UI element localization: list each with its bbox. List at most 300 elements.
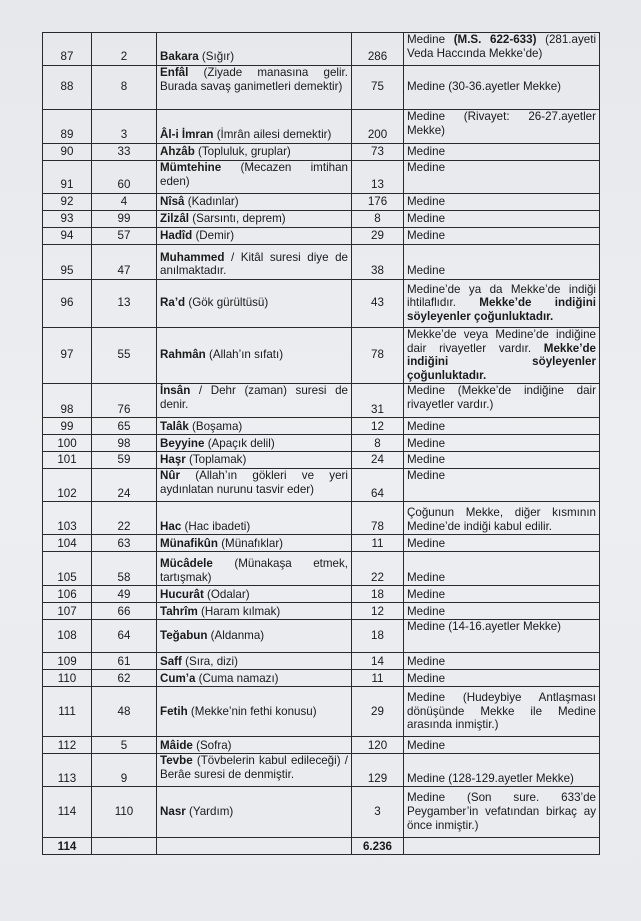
surah-table-body — [43, 33, 600, 855]
surah-name: Rahmân — [160, 348, 206, 362]
verse-count: 200 — [367, 128, 388, 142]
cell-no — [43, 687, 92, 737]
cell-no — [43, 66, 92, 110]
revelation-place: Medine — [407, 536, 446, 550]
cell-place — [404, 653, 600, 670]
total-row — [43, 838, 600, 855]
verse-count: 22 — [371, 570, 384, 584]
row-number: 88 — [60, 80, 74, 94]
revelation-order: 57 — [117, 229, 131, 243]
cell-place — [404, 670, 600, 687]
table-row — [43, 787, 600, 838]
revelation-order: 99 — [117, 212, 131, 226]
surah-name: Cum’a — [160, 671, 196, 685]
table-row — [43, 211, 600, 228]
revelation-order: 8 — [120, 80, 128, 94]
table-row — [43, 384, 600, 418]
surah-name: Muhammed — [160, 250, 225, 264]
cell-order — [92, 754, 157, 787]
row-number: 99 — [60, 419, 74, 433]
surah-description: (Topluluk, gruplar) — [194, 145, 291, 159]
cell-order — [92, 280, 157, 328]
table-row — [43, 452, 600, 469]
cell-place — [404, 66, 600, 110]
cell-no — [43, 469, 92, 502]
revelation-place: Medine — [407, 587, 446, 601]
surah-description: (Allah’ın sıfatı) — [205, 348, 284, 362]
cell-count — [352, 66, 404, 110]
cell-name — [157, 603, 352, 620]
revelation-place: Medine — [407, 453, 446, 467]
surah-name: Fetih — [160, 704, 188, 718]
revelation-order: 5 — [120, 738, 128, 752]
cell-order — [92, 228, 157, 245]
table-row — [43, 754, 600, 787]
table-row — [43, 687, 600, 737]
row-number: 102 — [57, 486, 77, 500]
row-number: 87 — [60, 50, 74, 64]
cell-order — [92, 110, 157, 144]
verse-count: 8 — [374, 212, 381, 226]
verse-count: 12 — [371, 419, 384, 433]
cell-order — [92, 603, 157, 620]
table-row — [43, 535, 600, 552]
verse-count: 18 — [371, 629, 384, 643]
cell-name — [157, 670, 352, 687]
revelation-place: Medine — [407, 145, 446, 159]
verse-count: 18 — [371, 587, 384, 601]
surah-description: (Mekke’nin fethi konusu) — [187, 704, 317, 718]
cell-count — [352, 469, 404, 502]
cell-count — [352, 384, 404, 418]
cell-no — [43, 280, 92, 328]
surah-name: Bakara — [160, 50, 199, 64]
revelation-order: 59 — [117, 453, 131, 467]
table-row — [43, 245, 600, 280]
revelation-place: Çoğunun Mekke, diğer kısmının Medine’de indiği kabul edilir. — [407, 506, 596, 533]
cell-order — [92, 33, 157, 66]
cell-order — [92, 435, 157, 452]
surah-name: Beyyine — [160, 436, 205, 450]
verse-count: 64 — [371, 486, 384, 500]
surah-description: (Ziyade manasına gelir. Burada savaş ganimetleri demektir) — [160, 66, 348, 93]
surah-name: Teğabun — [160, 629, 208, 643]
revelation-place: Medine — [407, 436, 446, 450]
verse-count: 43 — [371, 296, 384, 310]
cell-name — [157, 161, 352, 194]
surah-description: (Toplamak) — [185, 453, 247, 467]
row-number: 90 — [60, 145, 74, 159]
table-row — [43, 552, 600, 586]
revelation-place: Medine (Mekke’de indiğine dair rivayetler vardır.) — [407, 384, 596, 411]
table-row — [43, 469, 600, 502]
revelation-order: 55 — [117, 348, 131, 362]
surah-description: (Kadınlar) — [184, 195, 239, 209]
surah-name: Hac — [160, 519, 182, 533]
cell-place — [404, 384, 600, 418]
table-row — [43, 653, 600, 670]
cell-name — [157, 280, 352, 328]
surah-description: (Sıra, dizi) — [181, 654, 238, 668]
cell-name — [157, 211, 352, 228]
cell-count — [352, 228, 404, 245]
table-row — [43, 161, 600, 194]
surah-description: (Demir) — [192, 229, 235, 243]
table-row — [43, 620, 600, 653]
surah-description: (Allah’ın gökleri ve yeri aydınlatan nurunu tasvir eder) — [160, 469, 348, 496]
cell-name — [157, 535, 352, 552]
cell-no — [43, 384, 92, 418]
revelation-place-emphasis: Mekke’de indiğini söyleyenler çoğunluktadır. — [407, 296, 596, 323]
surah-name: Hadîd — [160, 229, 193, 243]
cell-place — [404, 586, 600, 603]
cell-no — [43, 245, 92, 280]
surah-name: Enfâl — [160, 66, 189, 79]
cell-place — [404, 194, 600, 211]
cell-place — [404, 603, 600, 620]
surah-name: Âl-i İmran — [160, 128, 214, 142]
cell-order — [92, 586, 157, 603]
cell-order — [92, 452, 157, 469]
revelation-order: 22 — [117, 519, 131, 533]
cell-no — [43, 670, 92, 687]
revelation-order: 60 — [117, 178, 131, 192]
cell-name — [157, 33, 352, 66]
revelation-order: 65 — [117, 419, 131, 433]
row-number: 107 — [57, 604, 77, 618]
revelation-order: 63 — [117, 536, 131, 550]
revelation-place: Medine — [407, 195, 446, 209]
surah-name: Saff — [160, 654, 182, 668]
surah-description: (Hac ibadeti) — [181, 519, 251, 533]
surah-name: Ra’d — [160, 296, 186, 310]
cell-count — [352, 452, 404, 469]
revelation-place: Medine — [407, 654, 446, 668]
verse-count: 176 — [367, 195, 388, 209]
table-row — [43, 228, 600, 245]
verse-count: 120 — [367, 738, 388, 752]
surah-description: (Mecazen imtihan eden) — [160, 161, 348, 188]
revelation-place: Medine — [407, 33, 454, 46]
row-number: 109 — [57, 654, 77, 668]
cell-name — [157, 418, 352, 435]
verse-count: 38 — [371, 264, 384, 278]
cell-name — [157, 435, 352, 452]
cell-count — [352, 33, 404, 66]
cell-place — [404, 280, 600, 328]
cell-name — [157, 452, 352, 469]
row-number: 100 — [57, 436, 77, 450]
total-empty-2 — [157, 838, 352, 855]
verse-count: 14 — [371, 654, 384, 668]
cell-no — [43, 194, 92, 211]
cell-name — [157, 653, 352, 670]
revelation-order: 2 — [120, 50, 128, 64]
revelation-order: 66 — [117, 604, 131, 618]
revelation-place-emphasis: Mekke’de indiğini söyleyenler çoğunluktadır. — [407, 341, 596, 382]
revelation-place: Medine (Son sure. 633’de Peygamber’in vefatından birkaç ay önce inmiştir.) — [407, 791, 596, 832]
cell-no — [43, 586, 92, 603]
row-number: 114 — [57, 805, 77, 819]
cell-place — [404, 110, 600, 144]
revelation-place: Medine — [407, 738, 446, 752]
cell-no — [43, 110, 92, 144]
surah-name: Hucurât — [160, 587, 204, 601]
cell-name — [157, 328, 352, 384]
verse-count: 29 — [371, 704, 384, 718]
surah-description: (Odalar) — [203, 587, 250, 601]
row-number: 93 — [60, 212, 74, 226]
surah-name: Haşr — [160, 453, 186, 467]
cell-no — [43, 653, 92, 670]
cell-count — [352, 328, 404, 384]
cell-order — [92, 245, 157, 280]
cell-count — [352, 552, 404, 586]
revelation-order: 48 — [117, 704, 131, 718]
revelation-place: Medine (128-129.ayetler Mekke) — [407, 771, 574, 785]
revelation-order: 9 — [120, 771, 128, 785]
revelation-place: Medine — [407, 212, 446, 226]
cell-order — [92, 194, 157, 211]
table-row — [43, 670, 600, 687]
cell-count — [352, 620, 404, 653]
surah-name: Münafikûn — [160, 536, 218, 550]
revelation-place: Medine — [407, 264, 446, 278]
verse-count: 31 — [371, 402, 384, 416]
cell-name — [157, 737, 352, 754]
revelation-order: 62 — [117, 671, 131, 685]
cell-no — [43, 535, 92, 552]
cell-name — [157, 228, 352, 245]
cell-place — [404, 687, 600, 737]
cell-order — [92, 384, 157, 418]
revelation-order: 4 — [120, 195, 128, 209]
surah-name: Mümtehine — [160, 161, 222, 174]
cell-no — [43, 787, 92, 838]
verse-count: 12 — [371, 604, 384, 618]
cell-count — [352, 418, 404, 435]
cell-place — [404, 33, 600, 66]
verse-count: 129 — [367, 771, 388, 785]
cell-place — [404, 452, 600, 469]
revelation-place-emphasis: (M.S. 622-633) — [453, 33, 537, 46]
revelation-order: 76 — [117, 402, 131, 416]
surah-name: Nasr — [160, 805, 186, 819]
revelation-place: Medine (Hudeybiye Antlaşması dönüşünde Mekke ile Medine arasında inmiştir.) — [407, 690, 596, 732]
cell-count — [352, 280, 404, 328]
revelation-order: 110 — [114, 805, 134, 819]
surah-name: Talâk — [160, 419, 189, 433]
row-number: 103 — [57, 519, 77, 533]
cell-place — [404, 211, 600, 228]
cell-order — [92, 418, 157, 435]
cell-name — [157, 787, 352, 838]
table-row — [43, 66, 600, 110]
surah-description: (Boşama) — [188, 419, 243, 433]
row-number: 106 — [57, 587, 77, 601]
cell-name — [157, 110, 352, 144]
revelation-place: Medine — [407, 161, 446, 174]
revelation-order: 13 — [117, 296, 131, 310]
row-number: 97 — [60, 348, 74, 362]
cell-order — [92, 161, 157, 194]
cell-no — [43, 737, 92, 754]
row-number: 92 — [60, 195, 74, 209]
surah-name: İnsân — [160, 384, 191, 398]
revelation-place: Medine (14-16.ayetler Mekke) — [407, 620, 562, 634]
verse-count: 11 — [371, 536, 384, 550]
cell-no — [43, 228, 92, 245]
verse-count: 24 — [371, 453, 384, 467]
revelation-place: Mekke’de veya Medine’de indiğine dair rivayetler vardır. — [407, 328, 596, 355]
cell-name — [157, 620, 352, 653]
revelation-order: 24 — [117, 486, 131, 500]
cell-place — [404, 737, 600, 754]
verse-count: 3 — [374, 805, 381, 819]
verse-count: 78 — [371, 519, 384, 533]
cell-count — [352, 245, 404, 280]
revelation-order: 47 — [117, 264, 131, 278]
revelation-place-note: (281.ayeti Veda Haccında Mekke’de) — [407, 33, 597, 60]
revelation-order: 3 — [120, 128, 128, 142]
revelation-order: 33 — [117, 145, 131, 159]
cell-no — [43, 144, 92, 161]
table-row — [43, 737, 600, 754]
table-row — [43, 502, 600, 535]
cell-name — [157, 469, 352, 502]
cell-count — [352, 737, 404, 754]
cell-order — [92, 670, 157, 687]
surah-description: / Kitâl suresi diye de anılmaktadır. — [160, 250, 348, 278]
surah-description: (Cuma namazı) — [195, 671, 279, 685]
cell-order — [92, 328, 157, 384]
cell-place — [404, 161, 600, 194]
revelation-place: Medine (Rivayet: 26-27.ayetler Mekke) — [407, 110, 596, 137]
surah-name: Zilzâl — [160, 212, 189, 226]
cell-count — [352, 670, 404, 687]
cell-count — [352, 144, 404, 161]
cell-place — [404, 144, 600, 161]
cell-name — [157, 502, 352, 535]
surah-name: Nûr — [160, 469, 180, 483]
cell-place — [404, 328, 600, 384]
cell-no — [43, 33, 92, 66]
cell-no — [43, 452, 92, 469]
revelation-place: Medine — [407, 229, 446, 243]
cell-no — [43, 620, 92, 653]
cell-place — [404, 469, 600, 502]
surah-name: Mücâdele — [160, 557, 213, 571]
cell-place — [404, 535, 600, 552]
row-number: 113 — [57, 771, 77, 785]
cell-order — [92, 737, 157, 754]
table-row — [43, 33, 600, 66]
table-row — [43, 194, 600, 211]
surah-description: (İmrân ailesi demektir) — [213, 128, 332, 142]
row-number: 110 — [57, 671, 77, 685]
row-number: 94 — [60, 229, 74, 243]
surah-description: (Münakaşa etmek, tartışmak) — [160, 557, 348, 584]
surah-name: Nîsâ — [160, 195, 185, 209]
total-empty-3 — [404, 838, 600, 855]
cell-order — [92, 502, 157, 535]
surah-description: (Tövbelerin kabul edileceği) / Berâe suresi de denmiştir. — [160, 754, 348, 781]
cell-no — [43, 161, 92, 194]
cell-count — [352, 787, 404, 838]
revelation-place: Medine — [407, 671, 446, 685]
table-row — [43, 280, 600, 328]
revelation-order: 61 — [117, 654, 131, 668]
table-row — [43, 586, 600, 603]
verse-count: 73 — [371, 145, 384, 159]
cell-count — [352, 653, 404, 670]
revelation-place: Medine — [407, 469, 446, 483]
cell-name — [157, 66, 352, 110]
cell-name — [157, 245, 352, 280]
revelation-order: 58 — [117, 570, 131, 584]
table-row — [43, 110, 600, 144]
surah-description: (Gök gürültüsü) — [185, 296, 269, 310]
surah-description: (Haram kılmak) — [197, 604, 281, 618]
cell-no — [43, 328, 92, 384]
surah-description: (Apaçık delil) — [204, 436, 275, 450]
cell-no — [43, 435, 92, 452]
cell-order — [92, 211, 157, 228]
cell-place — [404, 620, 600, 653]
cell-order — [92, 469, 157, 502]
surah-name: Ahzâb — [160, 145, 195, 159]
cell-count — [352, 110, 404, 144]
surah-name: Mâide — [160, 738, 193, 752]
cell-no — [43, 211, 92, 228]
cell-no — [43, 603, 92, 620]
row-number: 91 — [60, 178, 74, 192]
cell-order — [92, 787, 157, 838]
revelation-place: Medine — [407, 419, 446, 433]
cell-no — [43, 418, 92, 435]
revelation-place: Medine — [407, 570, 446, 584]
surah-description: / Dehr (zaman) suresi de denir. — [160, 384, 348, 411]
total-empty-1 — [92, 838, 157, 855]
row-number: 89 — [60, 128, 74, 142]
revelation-order: 64 — [117, 629, 131, 643]
revelation-order: 98 — [117, 436, 131, 450]
cell-order — [92, 535, 157, 552]
cell-place — [404, 552, 600, 586]
cell-name — [157, 194, 352, 211]
surah-table — [42, 32, 600, 855]
cell-order — [92, 552, 157, 586]
cell-count — [352, 211, 404, 228]
row-number: 111 — [58, 704, 76, 718]
cell-count — [352, 586, 404, 603]
row-number: 96 — [60, 296, 74, 310]
surah-name: Tahrîm — [160, 604, 198, 618]
surah-description: (Aldanma) — [207, 629, 265, 643]
row-number: 108 — [57, 629, 77, 643]
table-row — [43, 144, 600, 161]
cell-count — [352, 161, 404, 194]
surah-description: (Sofra) — [192, 738, 232, 752]
revelation-place: Medine’de ya da Mekke’de indiği ihtilaflıdır. — [407, 282, 596, 310]
total-no: 114 — [43, 838, 92, 855]
cell-no — [43, 502, 92, 535]
row-number: 98 — [60, 402, 74, 416]
verse-count: 29 — [371, 229, 384, 243]
row-number: 95 — [60, 264, 74, 278]
cell-place — [404, 502, 600, 535]
surah-name: Tevbe — [160, 754, 193, 768]
